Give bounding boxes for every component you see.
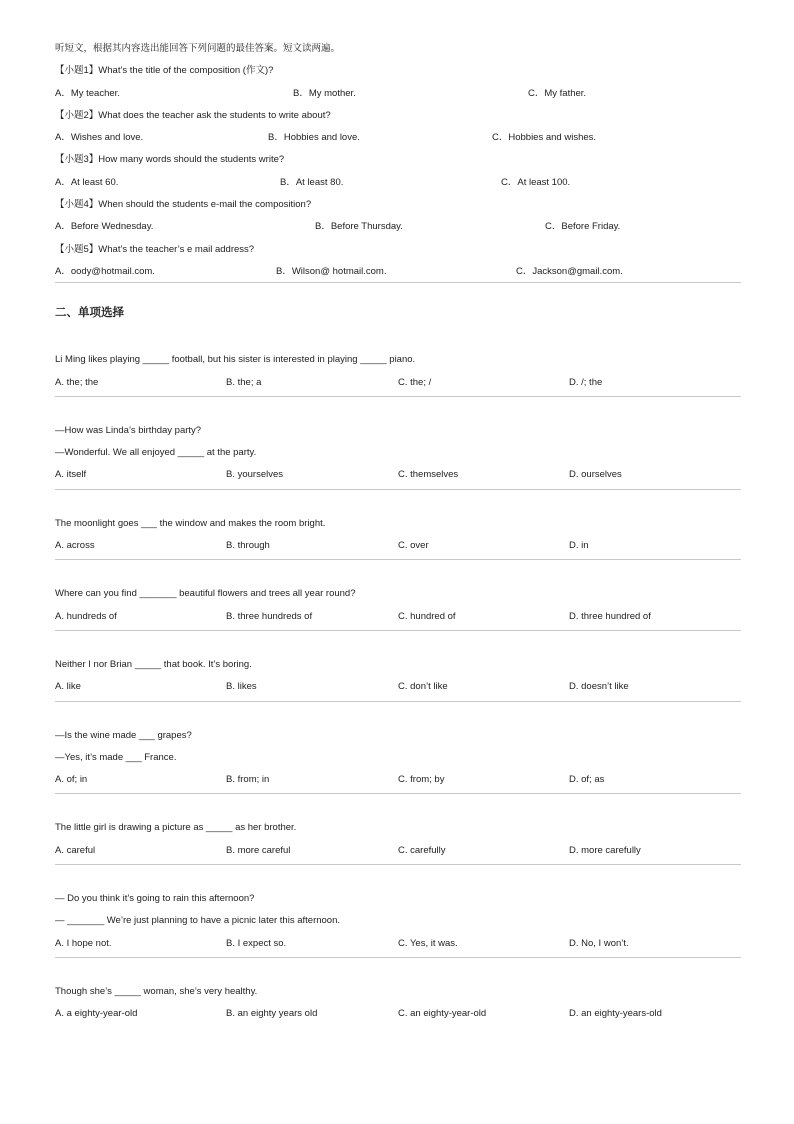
option-c: C. themselves [398, 469, 459, 481]
option-c: C. over [398, 540, 429, 552]
listening-question-4 [55, 198, 741, 243]
question-stem: The little girl is drawing a picture as _____ as her brother. [55, 822, 297, 834]
option-b: B．At least 80. [280, 176, 344, 188]
option-row [55, 468, 741, 490]
option-a: A. itself [55, 469, 87, 481]
question-stem: The moonlight goes ___ the window and makes the room bright. [55, 517, 326, 529]
option-a: A. careful [55, 844, 96, 856]
option-row [55, 539, 741, 561]
option-c: C. the; / [398, 376, 432, 388]
option-d: D. more carefully [569, 844, 641, 856]
option-row [55, 176, 741, 198]
option-b: B. the; a [226, 376, 262, 388]
option-b: B．Hobbies and love. [268, 132, 360, 144]
mc-question-9 [55, 985, 741, 1030]
mc-question-7 [55, 821, 741, 866]
option-c: C. from; by [398, 774, 445, 786]
option-c: C. carefully [398, 844, 446, 856]
mc-question-1 [55, 353, 741, 398]
option-a: A．At least 60. [55, 176, 119, 188]
mc-question-3 [55, 517, 741, 562]
option-c: C．Before Friday. [545, 221, 621, 233]
option-row [55, 1007, 741, 1029]
question-stem-line-2: — _______ We’re just planning to have a picnic later this afternoon. [55, 915, 340, 927]
option-c: C．At least 100. [501, 176, 571, 188]
option-a: A. like [55, 681, 81, 693]
option-b: B. an eighty years old [226, 1008, 318, 1020]
question-stem: 【小题1】What’s the title of the composition (作文)? [55, 65, 274, 77]
option-a: A．My teacher. [55, 87, 120, 99]
option-c: C. don’t like [398, 681, 448, 693]
option-d: D. ourselves [569, 469, 622, 481]
mc-question-5 [55, 658, 741, 703]
option-row [55, 376, 741, 398]
option-row [55, 844, 741, 866]
option-b: B. likes [226, 681, 257, 693]
question-stem: Neither I nor Brian _____ that book. It’s boring. [55, 658, 252, 670]
question-stem-line-2: —Wonderful. We all enjoyed _____ at the party. [55, 447, 257, 459]
option-row [55, 680, 741, 702]
question-stem: 【小题5】What’s the teacher’s e mail address? [55, 243, 255, 255]
option-a: A. I hope not. [55, 937, 112, 949]
option-a: A．Before Wednesday. [55, 221, 154, 233]
option-row [55, 87, 741, 109]
option-b: B. I expect so. [226, 937, 287, 949]
option-row [55, 610, 741, 632]
section-title: 二、单项选择 [55, 305, 124, 320]
option-row [55, 773, 741, 795]
document-page [55, 42, 741, 1030]
option-c: C. Yes, it was. [398, 937, 458, 949]
question-stem: Li Ming likes playing _____ football, but his sister is interested in playing _____ piano. [55, 354, 416, 366]
mc-question-8 [55, 892, 741, 959]
option-c: C．Hobbies and wishes. [492, 132, 597, 144]
question-stem: 【小题3】How many words should the students write? [55, 154, 285, 166]
listening-question-2 [55, 109, 741, 154]
option-d: D. No, I won’t. [569, 937, 629, 949]
option-a: A．Wishes and love. [55, 132, 144, 144]
option-row [55, 265, 741, 287]
option-b: B．My mother. [293, 87, 356, 99]
option-a: A. the; the [55, 376, 99, 388]
multiple-choice-section [55, 353, 741, 1029]
option-a: A. of; in [55, 774, 88, 786]
option-a: A．oody@hotmail.com. [55, 265, 155, 277]
mc-question-6 [55, 729, 741, 796]
option-b: B. three hundreds of [226, 610, 313, 622]
listening-question-3 [55, 153, 741, 198]
option-c: C．Jackson@gmail.com. [516, 265, 623, 277]
option-d: D. doesn’t like [569, 681, 629, 693]
option-c: C. an eighty-year-old [398, 1008, 487, 1020]
option-a: A. a eighty-year-old [55, 1008, 138, 1020]
option-b: B. more careful [226, 844, 291, 856]
option-d: D. /; the [569, 376, 603, 388]
option-row [55, 220, 741, 242]
question-stem-line-2: —Yes, it’s made ___ France. [55, 751, 177, 763]
listening-instructions: 听短文，根据其内容选出能回答下列问题的最佳答案。短文读两遍。 [55, 43, 341, 54]
question-stem: — Do you think it’s going to rain this afternoon? [55, 893, 255, 905]
option-b: B．Before Thursday. [315, 221, 403, 233]
question-stem: Where can you find _______ beautiful flowers and trees all year round? [55, 588, 356, 600]
mc-question-4 [55, 587, 741, 632]
option-b: B. through [226, 540, 270, 552]
option-d: D. an eighty-years-old [569, 1008, 662, 1020]
option-a: A. hundreds of [55, 610, 117, 622]
listening-question-1 [55, 64, 741, 109]
option-c: C. hundred of [398, 610, 456, 622]
question-stem: —How was Linda’s birthday party? [55, 424, 202, 436]
option-d: D. of; as [569, 774, 605, 786]
option-b: B．Wilson@ hotmail.com. [276, 265, 387, 277]
listening-question-5 [55, 243, 741, 288]
question-stem: 【小题2】What does the teacher ask the students to write about? [55, 109, 331, 121]
option-row [55, 937, 741, 959]
question-stem: Though she’s _____ woman, she’s very healthy. [55, 985, 258, 997]
option-d: D. in [569, 540, 589, 552]
listening-section [55, 42, 741, 287]
option-d: D. three hundred of [569, 610, 651, 622]
option-row [55, 131, 741, 153]
option-c: C．My father. [528, 87, 587, 99]
question-stem: —Is the wine made ___ grapes? [55, 729, 192, 741]
option-b: B. yourselves [226, 469, 284, 481]
mc-question-2 [55, 424, 741, 491]
option-b: B. from; in [226, 774, 270, 786]
question-stem: 【小题4】When should the students e-mail the composition? [55, 199, 312, 211]
option-a: A. across [55, 540, 95, 552]
